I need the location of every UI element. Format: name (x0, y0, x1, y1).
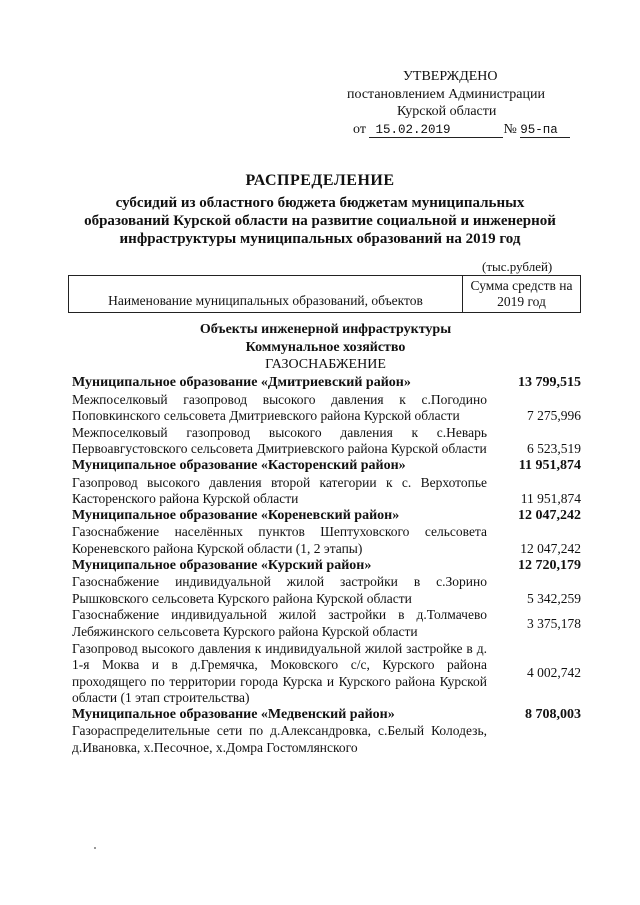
sum-header-line-2: 2019 год (497, 294, 546, 309)
object-amount: 5 342,259 (527, 590, 581, 606)
municipality-amount: 11 951,874 (518, 457, 581, 473)
number-label: № (503, 121, 517, 137)
document-title (70, 172, 570, 248)
object-amount: 4 002,742 (527, 665, 581, 681)
approved-region-label: Курской области (397, 104, 497, 119)
sum-column-header (463, 276, 581, 313)
object-amount: 3 375,178 (527, 615, 581, 631)
object-name: Межпоселковый газопровод высокого давления к с.Погодино Поповкинского сельсовета Дмитриевского района Курской области (72, 391, 487, 424)
object-name: Газоснабжение населённых пунктов Шептуховского сельсовета Кореневского района Курской области (1, 2 этапы) (72, 524, 487, 556)
table-row (72, 508, 581, 525)
from-label: от (353, 121, 366, 137)
approved-by-label: постановлением Администрации (347, 86, 545, 102)
title-heading: РАСПРЕДЕЛЕНИЕ (245, 172, 395, 189)
municipality-name: Муниципальное образование «Медвенский район» (72, 706, 395, 722)
table-row (72, 607, 581, 640)
title-line-3: инфраструктуры муниципальных образований на 2019 год (119, 231, 521, 247)
units-label: (тыс.рублей) (482, 259, 553, 274)
table-row (72, 375, 581, 392)
table-row (72, 558, 581, 575)
decree-date: 15.02.2019 (369, 123, 503, 138)
distribution-rows (72, 375, 581, 757)
object-name: Газоснабжение индивидуальной жилой застройки в д.Толмачево Лебяжинского сельсовета Курского района Курской области (72, 607, 487, 639)
table-row (72, 458, 581, 475)
table-row (72, 641, 581, 707)
table-row (72, 574, 581, 607)
title-line-2: образований Курской области на развитие социальной и инженерной (84, 213, 556, 229)
object-name: Межпоселковый газопровод высокого давления к с.Неварь Первоавгустовского сельсовета Дмитриевского района Курской области (72, 424, 487, 457)
object-amount: 11 951,874 (520, 491, 581, 507)
approved-label: УТВЕРЖДЕНО (403, 69, 498, 84)
table-header (68, 275, 581, 313)
municipality-amount: 8 708,003 (525, 706, 581, 722)
section-utilities: Коммунальное хозяйство (245, 340, 406, 355)
table-row (72, 707, 581, 724)
object-amount: 7 275,996 (527, 408, 581, 424)
municipality-name: Муниципальное образование «Кореневский район» (72, 507, 400, 523)
table-row (72, 723, 581, 756)
object-name: Газораспределительные сети по д.Александровка, с.Белый Колодезь, д.Ивановка, х.Песочное, х.Домра Гостомлянского (72, 723, 487, 756)
scan-speck (94, 847, 96, 849)
table-row (72, 475, 581, 508)
section-infrastructure: Объекты инженерной инфраструктуры (199, 322, 452, 337)
municipality-amount: 12 720,179 (518, 557, 581, 573)
object-name: Газопровод высокого давления второй категории к с. Верхотопье Касторенского района Курской области (72, 474, 487, 507)
approval-block (345, 68, 575, 138)
table-row (72, 392, 581, 425)
municipality-name: Муниципальное образование «Курский район» (72, 557, 372, 573)
decree-date-number-line (345, 121, 575, 139)
object-amount: 12 047,242 (520, 540, 581, 556)
sum-header-line-1: Сумма средств на (470, 278, 573, 293)
table-row (72, 425, 581, 458)
object-name: Газопровод высокого давления к индивидуальной жилой застройке в д. 1-я Моква и в д.Гремячка, Моковского с/с, Курского района проходящего по территории города Курска и Курского района Курской области (1 этап строительства) (72, 640, 487, 706)
municipality-name: Муниципальное образование «Дмитриевский район» (72, 375, 411, 390)
table-row (72, 524, 581, 557)
section-gas-supply: ГАЗОСНАБЖЕНИЕ (265, 357, 386, 372)
object-amount: 6 523,519 (527, 441, 581, 457)
municipality-name: Муниципальное образование «Касторенский район» (72, 457, 406, 473)
decree-number: 95-па (520, 123, 570, 138)
municipality-amount: 13 799,515 (518, 375, 581, 390)
municipality-amount: 12 047,242 (518, 507, 581, 523)
title-line-1: субсидий из областного бюджета бюджетам муниципальных (115, 195, 525, 211)
object-name: Газоснабжение индивидуальной жилой застройки в с.Зорино Рышковского сельсовета Курского района Курской области (72, 574, 487, 606)
name-column-header: Наименование муниципальных образований, объектов (69, 276, 463, 313)
